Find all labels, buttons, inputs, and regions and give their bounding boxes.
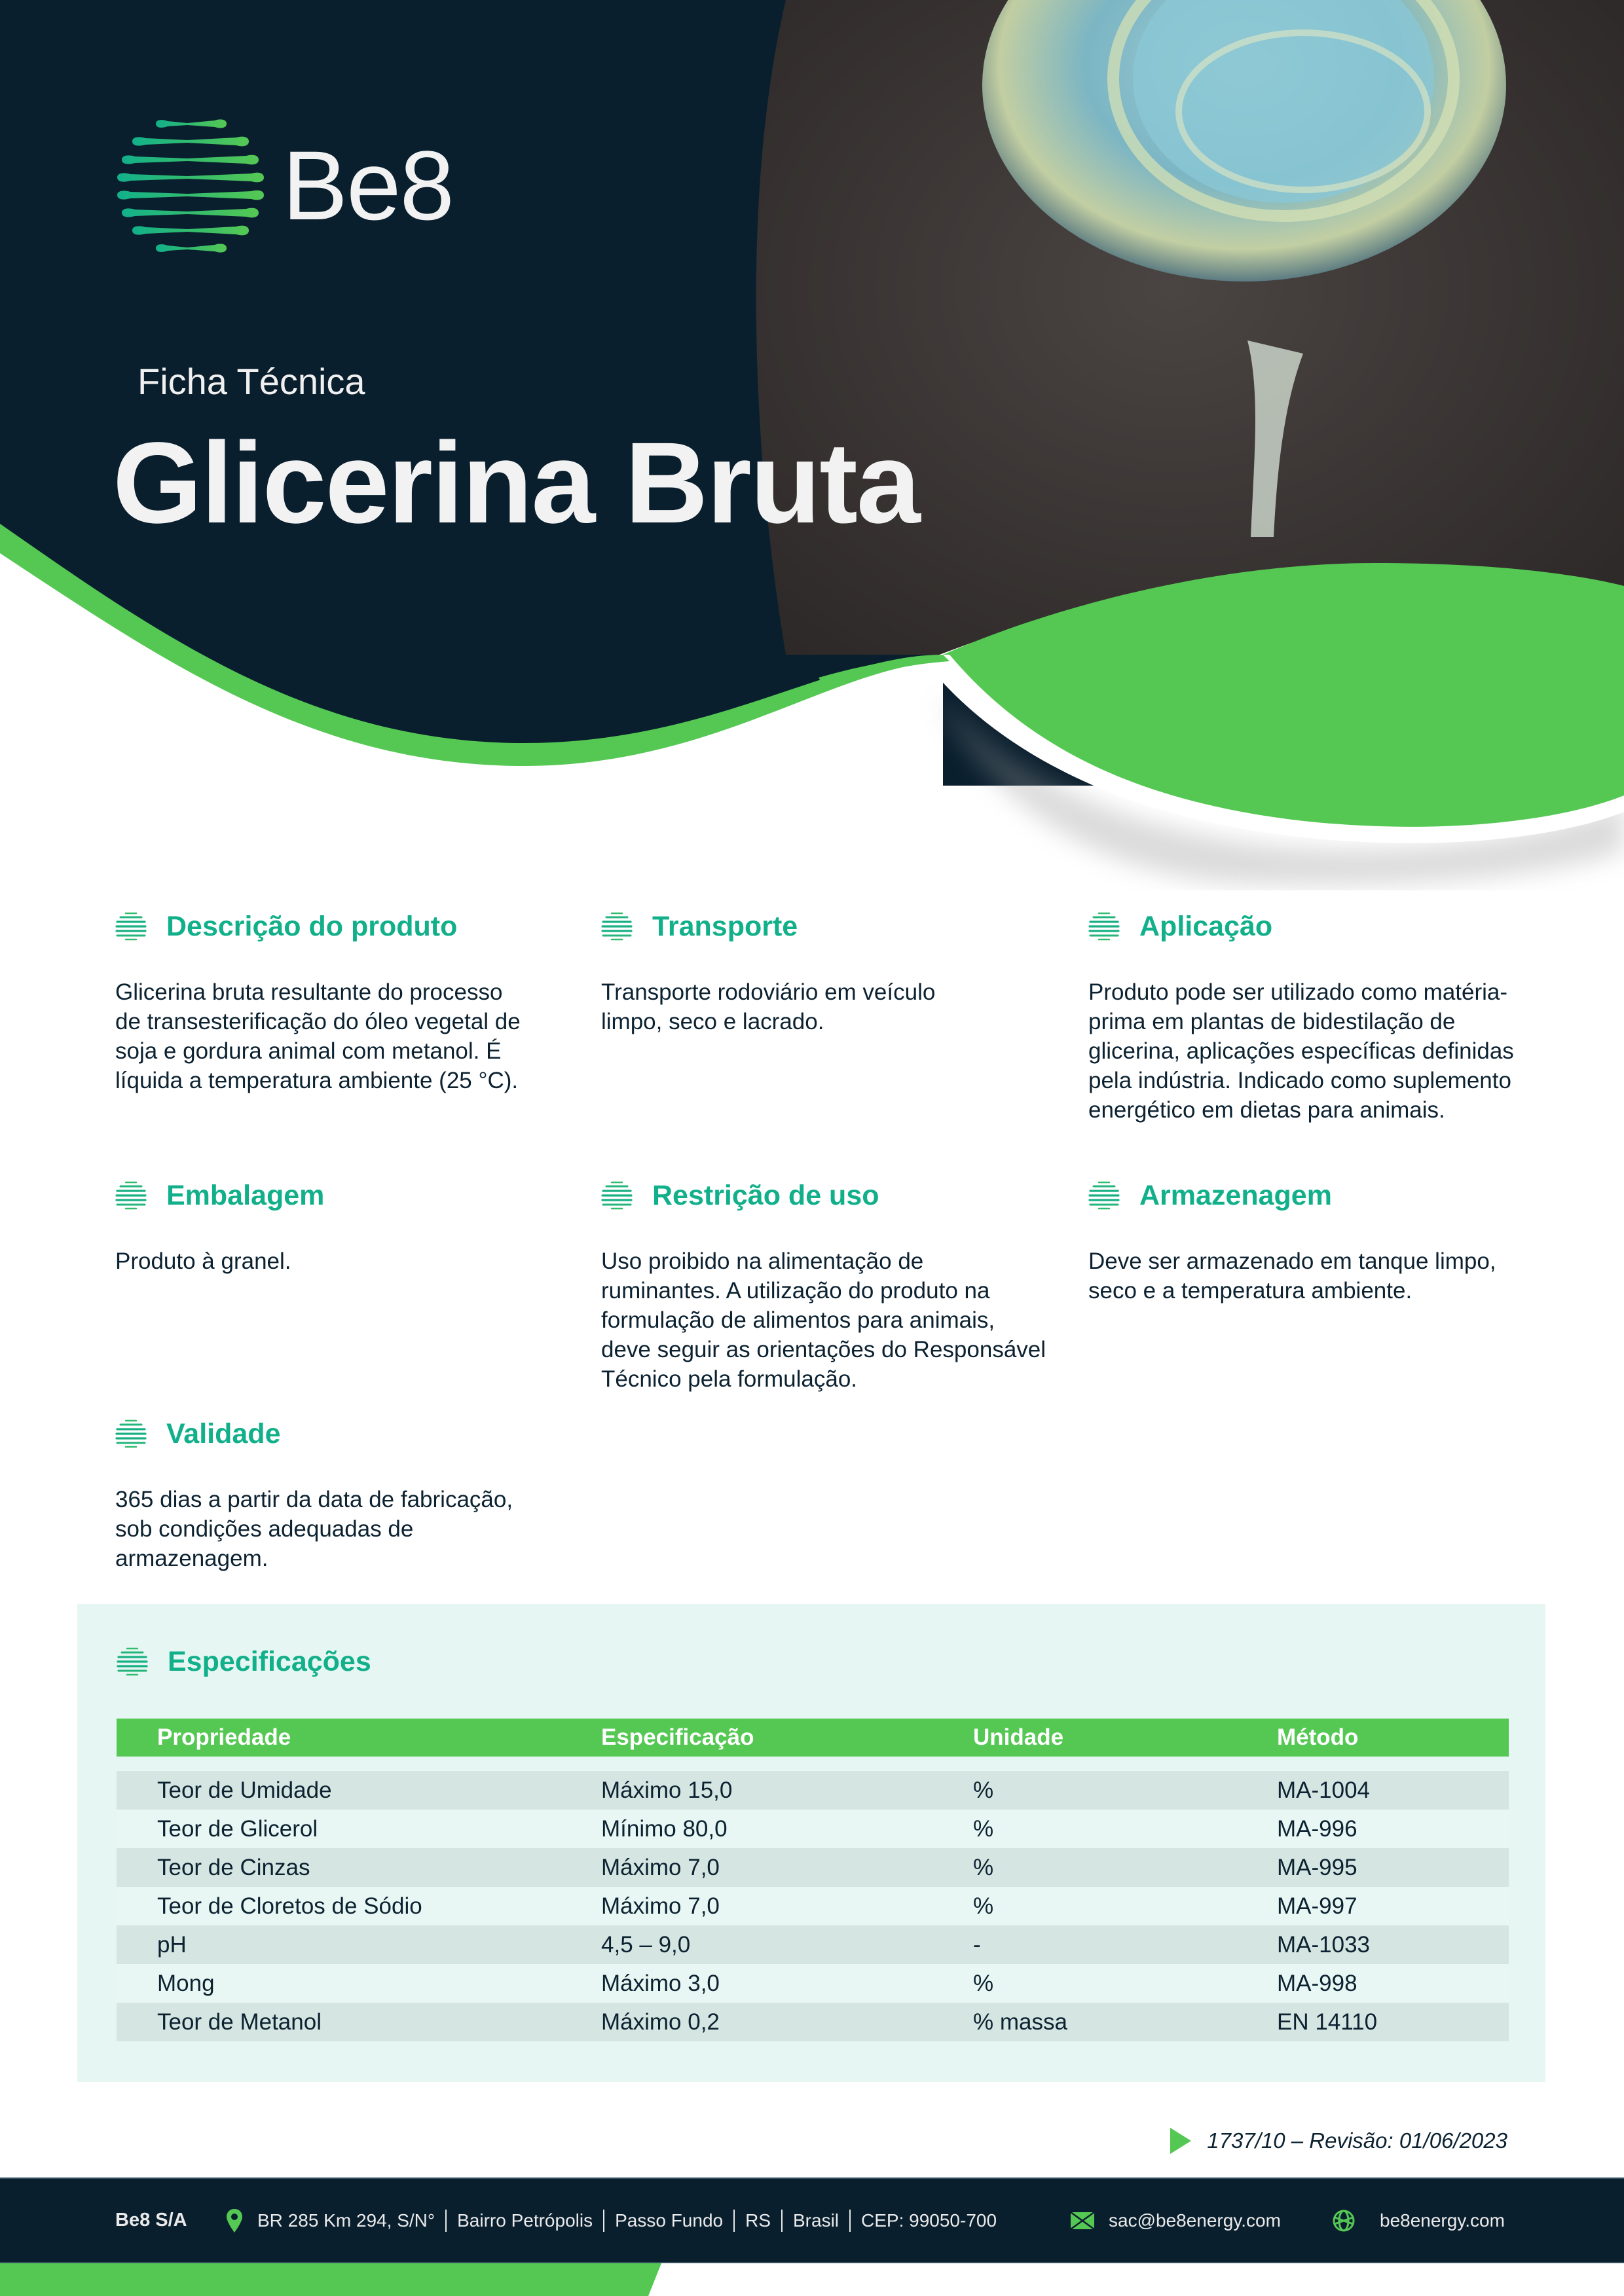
cell-especificacao: Máximo 0,2 [601, 2009, 720, 2035]
cell-propriedade: Mong [157, 1970, 215, 1996]
section-body: Transporte rodoviário em veículo limpo, seco e lacrado. [601, 979, 936, 1034]
website-text[interactable]: be8energy.com [1380, 2210, 1505, 2231]
cell-propriedade: pH [157, 1931, 187, 1958]
address-part: BR 285 Km 294, S/N° [257, 2210, 435, 2231]
table-body [117, 1771, 1509, 2041]
footer-bar [0, 2178, 1624, 2263]
be8-orb-icon [115, 911, 147, 942]
cell-especificacao: Mínimo 80,0 [601, 1815, 728, 1842]
cell-especificacao: Máximo 3,0 [601, 1970, 720, 1996]
column-header-unidade: Unidade [973, 1724, 1064, 1750]
footer-website-link[interactable] [1333, 2179, 1505, 2262]
column-header-propriedade: Propriedade [157, 1724, 291, 1750]
be8-orb-icon [115, 1418, 147, 1449]
be8-orb-icon [1088, 1180, 1120, 1211]
be8-orb-icon [601, 911, 633, 942]
section-title: Restrição de uso [652, 1179, 879, 1211]
specifications-table [117, 1719, 1509, 2041]
section-aplicacao [1088, 907, 1534, 1125]
be8-orb-icon [1088, 911, 1120, 942]
section-body: Produto à granel. [115, 1248, 291, 1274]
section-title: Aplicação [1139, 910, 1273, 942]
address-part: Passo Fundo [615, 2210, 724, 2231]
section-body: Deve ser armazenado em tanque limpo, seco e a temperatura ambiente. [1088, 1248, 1496, 1303]
footer-green-accent [0, 2263, 668, 2296]
divider [603, 2210, 604, 2232]
cell-unidade: % [973, 1815, 994, 1842]
map-pin-icon [226, 2208, 243, 2233]
hero-header [0, 0, 1624, 890]
column-header-metodo: Método [1277, 1724, 1359, 1750]
table-row [117, 2003, 1509, 2041]
cell-propriedade: Teor de Umidade [157, 1777, 332, 1803]
cell-especificacao: Máximo 7,0 [601, 1893, 720, 1919]
document-type-label: Ficha Técnica [138, 361, 365, 402]
section-title: Embalagem [166, 1179, 325, 1211]
section-transporte [601, 907, 1046, 1036]
table-row [117, 1810, 1509, 1848]
divider [733, 2210, 735, 2232]
email-text[interactable]: sac@be8energy.com [1109, 2210, 1281, 2231]
cell-unidade: % [973, 1854, 994, 1880]
envelope-icon [1071, 2212, 1094, 2229]
cell-metodo: EN 14110 [1277, 2009, 1378, 2035]
revision-text: 1737/10 – Revisão: 01/06/2023 [1207, 2128, 1507, 2153]
table-row [117, 1887, 1509, 1925]
specifications-title: Especificações [168, 1645, 371, 1677]
cell-unidade: % [973, 1893, 994, 1919]
table-header-row [117, 1719, 1509, 1757]
section-descricao [115, 907, 561, 1095]
cell-especificacao: Máximo 7,0 [601, 1854, 720, 1880]
table-row [117, 1964, 1509, 2003]
cell-unidade: % [973, 1777, 994, 1803]
address-part: Bairro Petrópolis [457, 2210, 593, 2231]
section-body: Produto pode ser utilizado como matéria-prima em plantas de bidestilação de glicerina, aplicações específicas definidas pela indústria. Indicado como suplemento energético em dietas para animais. [1088, 979, 1514, 1123]
cell-metodo: MA-998 [1277, 1970, 1357, 1996]
be8-wordmark: Be8 [282, 130, 453, 240]
section-validade [115, 1414, 561, 1573]
section-body: Uso proibido na alimentação de ruminantes. A utilização do produto na formulação de alimentos para animais, deve seguir as orientações do Responsável Técnico pela formulação. [601, 1248, 1046, 1392]
play-arrow-icon [1170, 2128, 1191, 2154]
divider [445, 2210, 447, 2232]
cell-metodo: MA-996 [1277, 1815, 1357, 1842]
section-body: 365 dias a partir da data de fabricação, sob condições adequadas de armazenagem. [115, 1487, 513, 1571]
footer-company: Be8 S/A [115, 2210, 187, 2231]
cell-unidade: % massa [973, 2009, 1067, 2035]
cell-propriedade: Teor de Cinzas [157, 1854, 310, 1880]
divider [781, 2210, 783, 2232]
section-title: Validade [166, 1417, 281, 1449]
cell-metodo: MA-997 [1277, 1893, 1357, 1919]
section-title: Armazenagem [1139, 1179, 1332, 1211]
cell-metodo: MA-1004 [1277, 1777, 1371, 1803]
section-title: Transporte [652, 910, 798, 942]
section-title: Descrição do produto [166, 910, 458, 942]
be8-orb-icon [601, 1180, 633, 1211]
cell-especificacao: 4,5 – 9,0 [601, 1931, 691, 1958]
be8-orb-logo-icon [115, 110, 266, 254]
globe-icon [1333, 2210, 1355, 2232]
column-header-especificacao: Especificação [601, 1724, 754, 1750]
cell-unidade: % [973, 1970, 994, 1996]
be8-orb-icon [117, 1646, 148, 1677]
section-restricao [601, 1176, 1046, 1394]
specifications-heading [117, 1642, 371, 1681]
cell-especificacao: Máximo 15,0 [601, 1777, 733, 1803]
footer-address [226, 2179, 997, 2262]
revision-info [1170, 2128, 1507, 2154]
cell-unidade: - [973, 1931, 981, 1958]
address-part: Brasil [793, 2210, 840, 2231]
be8-logo [115, 110, 453, 254]
table-row [117, 1848, 1509, 1887]
specifications-panel [77, 1604, 1545, 2082]
section-armazenagem [1088, 1176, 1534, 1305]
cell-metodo: MA-1033 [1277, 1931, 1371, 1958]
address-part: RS [745, 2210, 771, 2231]
divider [849, 2210, 851, 2232]
cell-metodo: MA-995 [1277, 1854, 1357, 1880]
table-row [117, 1925, 1509, 1964]
cell-propriedade: Teor de Cloretos de Sódio [157, 1893, 422, 1919]
be8-orb-icon [115, 1180, 147, 1211]
table-row [117, 1771, 1509, 1810]
product-title: Glicerina Bruta [113, 419, 919, 547]
footer-email-link[interactable] [1071, 2179, 1281, 2262]
cell-propriedade: Teor de Metanol [157, 2009, 322, 2035]
address-part: CEP: 99050-700 [861, 2210, 997, 2231]
section-embalagem [115, 1176, 561, 1276]
section-body: Glicerina bruta resultante do processo de transesterificação do óleo vegetal de soja e gordura animal com metanol. É líquida a temperatura ambiente (25 °C). [115, 979, 521, 1093]
cell-propriedade: Teor de Glicerol [157, 1815, 318, 1842]
